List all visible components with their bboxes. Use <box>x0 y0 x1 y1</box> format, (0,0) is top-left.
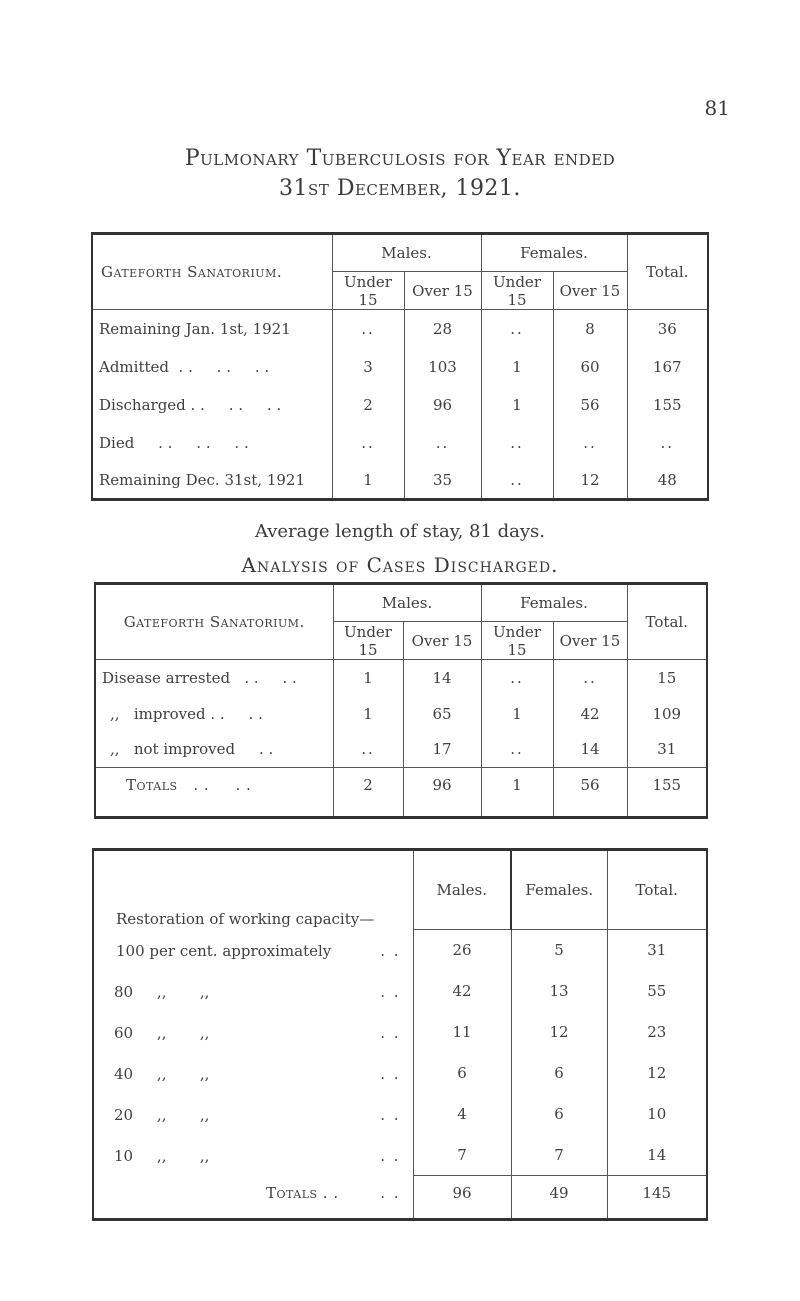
table-cell: 1 <box>333 660 403 696</box>
table-cell: 8 <box>553 310 627 348</box>
row-label-text: 60 ,, ,, <box>114 1023 210 1042</box>
totals-label: Totals . . . . <box>95 768 333 818</box>
table3-total-header: Total. <box>607 850 707 930</box>
table-cell: .. <box>481 310 553 348</box>
table-cell: 14 <box>607 1135 707 1176</box>
table-cell: 12 <box>607 1053 707 1094</box>
table-cell: 42 <box>413 971 511 1012</box>
table-cell: 35 <box>404 462 481 500</box>
row-dots: . . <box>380 1146 401 1165</box>
table2-total-header: Total. <box>627 584 707 660</box>
table-row <box>92 462 708 500</box>
totals-dots: . . <box>380 1183 401 1202</box>
table-cell: 36 <box>627 310 708 348</box>
table-cell: .. <box>332 310 404 348</box>
table-cell: 31 <box>607 930 707 971</box>
table-cell: 31 <box>627 732 707 768</box>
table-cell: .. <box>481 424 553 462</box>
table-cell: 55 <box>607 971 707 1012</box>
row-dots: . . <box>380 1023 401 1042</box>
table2-header-label: Gateforth Sanatorium. <box>95 584 333 660</box>
row-label-text: 100 per cent. approximately <box>116 941 332 960</box>
totals-cell: 155 <box>627 768 707 818</box>
totals-cell: 56 <box>553 768 627 818</box>
table1-females-header: Females. <box>481 234 627 272</box>
table-cell: .. <box>481 660 553 696</box>
table-cell: 48 <box>627 462 708 500</box>
row-dots: . . <box>380 1105 401 1124</box>
table-cell: 155 <box>627 386 708 424</box>
table-cell: 4 <box>413 1094 511 1135</box>
table-cell: 6 <box>413 1053 511 1094</box>
table-cell: .. <box>481 732 553 768</box>
totals-label-text: Totals . . <box>266 1183 339 1202</box>
totals-cell: 2 <box>333 768 403 818</box>
table-row <box>92 386 708 424</box>
totals-cell: 96 <box>413 1176 511 1220</box>
table1-under15-males: Under 15 <box>332 272 404 310</box>
table-cell: 1 <box>332 462 404 500</box>
table-row <box>93 971 707 1012</box>
row-label-text: 10 ,, ,, <box>114 1146 210 1165</box>
row-dots: . . <box>380 941 401 960</box>
table-cell: 14 <box>553 732 627 768</box>
table-cell: 167 <box>627 348 708 386</box>
table-row <box>95 696 707 732</box>
table-row <box>93 1094 707 1135</box>
table-cell: .. <box>332 424 404 462</box>
row-label <box>93 971 413 1012</box>
table-row <box>93 930 707 971</box>
table-cell: 5 <box>511 930 607 971</box>
row-label <box>93 1053 413 1094</box>
totals-cell: 1 <box>481 768 553 818</box>
table-cell: 7 <box>413 1135 511 1176</box>
table1-over15-males: Over 15 <box>404 272 481 310</box>
table3-header-label: Restoration of working capacity— <box>93 850 413 930</box>
table-cell: 13 <box>511 971 607 1012</box>
row-label: Disease arrested . . . . <box>95 660 333 696</box>
row-label <box>93 1012 413 1053</box>
totals-cell: 145 <box>607 1176 707 1220</box>
table-row <box>93 1053 707 1094</box>
totals-cell: 96 <box>403 768 481 818</box>
page-subtitle: 31st December, 1921. <box>279 176 521 201</box>
table-row <box>92 424 708 462</box>
table3-females-header: Females. <box>511 850 607 930</box>
table-cell: 6 <box>511 1053 607 1094</box>
table-cell: 14 <box>403 660 481 696</box>
table-cell: 1 <box>481 348 553 386</box>
table-cell: 12 <box>553 462 627 500</box>
table2-males-header: Males. <box>333 584 481 622</box>
table2-females-header: Females. <box>481 584 627 622</box>
table-row <box>93 1012 707 1053</box>
row-label: Discharged . . . . . . <box>92 386 332 424</box>
sanatorium-table <box>91 232 709 501</box>
row-dots: . . <box>380 1064 401 1083</box>
row-label <box>93 1135 413 1176</box>
table2-over15-males: Over 15 <box>403 622 481 660</box>
totals-row <box>95 768 707 818</box>
row-dots: . . <box>380 982 401 1001</box>
table-cell: 103 <box>404 348 481 386</box>
table-cell: 28 <box>404 310 481 348</box>
table-row <box>95 660 707 696</box>
table-row <box>95 732 707 768</box>
table3-males-header: Males. <box>413 850 511 930</box>
table-cell: 56 <box>553 386 627 424</box>
table-cell: 65 <box>403 696 481 732</box>
table-row <box>93 1135 707 1176</box>
table1-males-header: Males. <box>332 234 481 272</box>
table-cell: 17 <box>403 732 481 768</box>
table-cell: 1 <box>333 696 403 732</box>
table-cell: 7 <box>511 1135 607 1176</box>
row-label: Remaining Dec. 31st, 1921 <box>92 462 332 500</box>
table-cell: 11 <box>413 1012 511 1053</box>
row-label: Admitted . . . . . . <box>92 348 332 386</box>
table-cell: 3 <box>332 348 404 386</box>
row-label: ,, not improved . . <box>95 732 333 768</box>
row-label-text: 20 ,, ,, <box>114 1105 210 1124</box>
totals-cell: 49 <box>511 1176 607 1220</box>
table-cell: 26 <box>413 930 511 971</box>
page-title: Pulmonary Tuberculosis for Year ended <box>184 146 616 171</box>
table-cell: 109 <box>627 696 707 732</box>
table-cell: .. <box>553 424 627 462</box>
table1-under15-females: Under 15 <box>481 272 553 310</box>
table-cell: 6 <box>511 1094 607 1135</box>
table1-total-header: Total. <box>627 234 708 310</box>
row-label: ,, improved . . . . <box>95 696 333 732</box>
table-cell: 10 <box>607 1094 707 1135</box>
table-cell: .. <box>627 424 708 462</box>
analysis-title: Analysis of Cases Discharged. <box>241 553 559 577</box>
row-label-text: 80 ,, ,, <box>114 982 210 1001</box>
table-cell: .. <box>333 732 403 768</box>
table-cell: 23 <box>607 1012 707 1053</box>
table-cell: 96 <box>404 386 481 424</box>
analysis-table <box>94 582 708 819</box>
table-cell: 1 <box>481 696 553 732</box>
table1-over15-females: Over 15 <box>553 272 627 310</box>
totals-label <box>93 1176 413 1220</box>
table-cell: .. <box>553 660 627 696</box>
table2-under15-males: Under 15 <box>333 622 403 660</box>
table-cell: 15 <box>627 660 707 696</box>
table-cell: .. <box>481 462 553 500</box>
table-cell: .. <box>404 424 481 462</box>
table-cell: 12 <box>511 1012 607 1053</box>
row-label: Remaining Jan. 1st, 1921 <box>92 310 332 348</box>
row-label: Died . . . . . . <box>92 424 332 462</box>
table-cell: 60 <box>553 348 627 386</box>
table-row <box>92 348 708 386</box>
totals-row <box>93 1176 707 1220</box>
table2-under15-females: Under 15 <box>481 622 553 660</box>
page-number: 81 <box>704 96 730 120</box>
table-cell: 42 <box>553 696 627 732</box>
row-label <box>93 930 413 971</box>
row-label <box>93 1094 413 1135</box>
table-row <box>92 310 708 348</box>
table-cell: 1 <box>481 386 553 424</box>
average-stay: Average length of stay, 81 days. <box>254 521 546 542</box>
row-label-text: 40 ,, ,, <box>114 1064 210 1083</box>
table2-over15-females: Over 15 <box>553 622 627 660</box>
table1-header-label: Gateforth Sanatorium. <box>92 234 332 310</box>
restoration-table <box>92 848 708 1221</box>
table-cell: 2 <box>332 386 404 424</box>
